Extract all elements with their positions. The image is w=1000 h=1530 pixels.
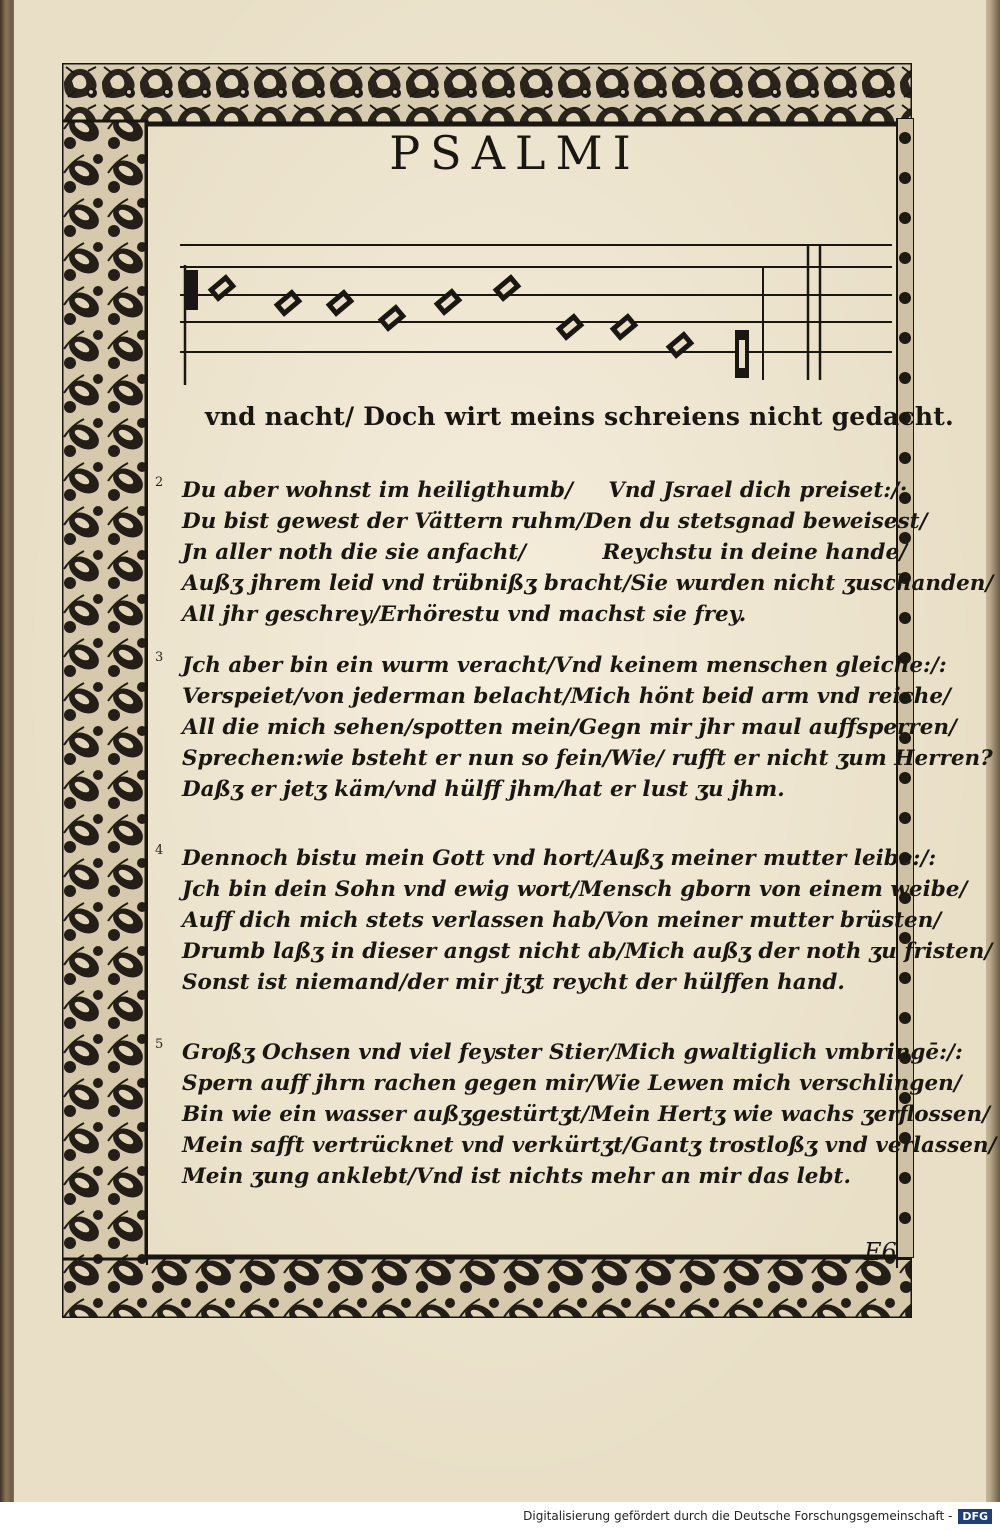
footer-text: Digitalisierung gefördert durch die Deutsche Forschungsgemeinschaft -: [523, 1509, 953, 1523]
verse-line: Dennoch bistu mein Gott vnd hort/ Außʒ meiner mutter leibe:/:: [182, 846, 937, 871]
verse-line: Verspeiet/von jederman belacht/ Mich hönt beid arm vnd reiche/: [182, 684, 951, 709]
verse-line: Mein safft vertrücknet vnd verkürtʒt/ Gantʒ trostloßʒ vnd verlassen/: [182, 1133, 997, 1158]
inner-left-rule: [146, 125, 148, 1265]
stanza-number: 4: [155, 843, 164, 858]
dfg-logo[interactable]: DFG: [958, 1509, 992, 1524]
verse-line: Bin wie ein wasser außʒgestürtʒt/ Mein Hertʒ wie wachs ʒerflossen/: [182, 1102, 990, 1127]
stanza-number: 5: [155, 1037, 164, 1052]
verse-line: Außʒ jhrem leid vnd trübnißʒ bracht/ Sie wurden nicht ʒuschanden/: [182, 571, 994, 596]
verse-line: Großʒ Ochsen vnd viel feyster Stier/ Mich gwaltiglich vmbringē:/:: [182, 1040, 963, 1065]
verse-line: Jch aber bin ein wurm veracht/ Vnd keinem menschen gleiche:/:: [182, 653, 947, 678]
stanza-4: [155, 843, 993, 998]
music-lyric: vnd nacht/ Doch wirt meins schreiens nicht gedacht.: [205, 402, 954, 431]
verse-line: Jch bin dein Sohn vnd ewig wort/ Mensch gborn von einem weibe/: [182, 877, 968, 902]
verse-line: Auff dich mich stets verlassen hab/ Von meiner mutter brüsten/: [182, 908, 942, 933]
stanza-2: [155, 475, 994, 630]
stanza-5: [155, 1037, 997, 1192]
verse-line: Du bist gewest der Vättern ruhm/ Den du stetsgnad beweisest/: [182, 509, 928, 534]
stanza-number: 3: [155, 650, 164, 665]
verse-line: Jn aller noth die sie anfacht/ Reychstu in deine hande/: [182, 540, 907, 565]
verse-line: Sprechen:wie bsteht er nun so fein/ Wie/ rufft er nicht ʒum Herren?: [182, 746, 993, 771]
verse-line: Drumb laßʒ in dieser angst nicht ab/ Mich außʒ der noth ʒu fristen/: [182, 939, 993, 964]
signature-mark: E6: [864, 1238, 897, 1266]
music-staff: [180, 240, 900, 385]
verse-line: Mein ʒung anklebt/Vnd ist nichts mehr an mir das lebt.: [182, 1164, 851, 1189]
digitization-footer: [0, 1502, 1000, 1530]
verse-line: All jhr geschrey/Erhörestu vnd machst sie frey.: [182, 602, 747, 627]
music-notes: [186, 270, 749, 378]
verse-line: Daßʒ er jetʒ käm/vnd hülff jhm/hat er lust ʒu jhm.: [182, 777, 785, 802]
stanza-3: [155, 650, 993, 805]
verse-line: Du aber wohnst im heiligthumb/ Vnd Jsrael dich preiset:/:: [182, 478, 907, 503]
verse-line: Sonst ist niemand/der mir jtʒt reycht der hülffen hand.: [182, 970, 845, 995]
stanza-number: 2: [155, 475, 164, 490]
verse-line: Spern auff jhrn rachen gegen mir/ Wie Lewen mich verschlingen/: [182, 1071, 962, 1096]
page-title: PSALMI: [389, 126, 641, 180]
verse-line: All die mich sehen/spotten mein/ Gegn mir jhr maul auffsperren/: [182, 715, 957, 740]
